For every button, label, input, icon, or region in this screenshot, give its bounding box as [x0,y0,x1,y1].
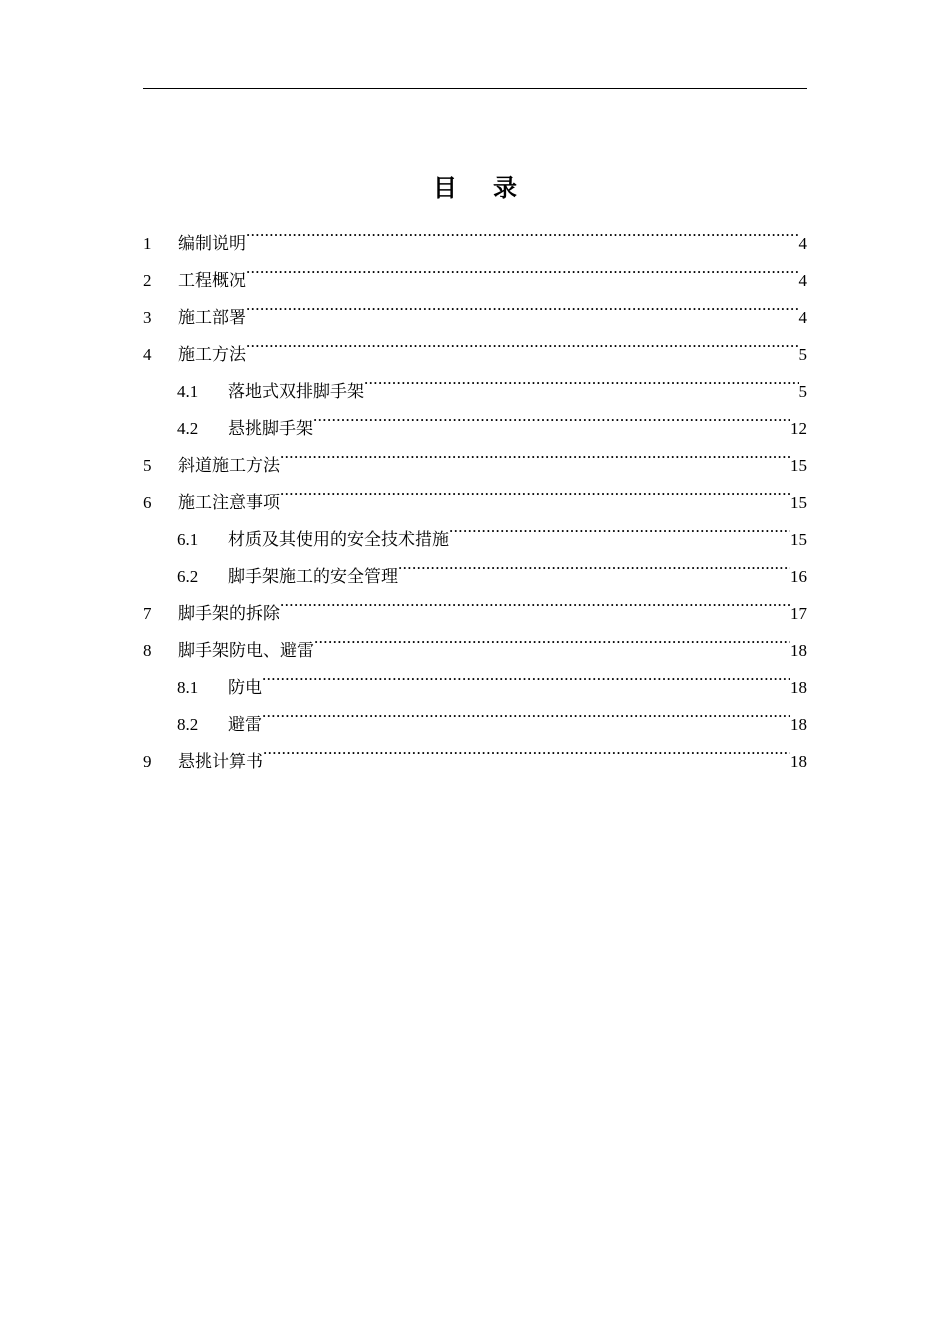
toc-entry-number: 8.1 [177,678,199,697]
toc-entry-label: 悬挑脚手架 [228,419,313,438]
toc-entry-label: 施工方法 [178,345,246,364]
toc-entry-number: 6 [143,493,152,512]
toc-entry-label: 悬挑计算书 [178,752,263,771]
toc-entry-page-number: 18 [790,752,807,771]
toc-entry-number: 8.2 [177,715,199,734]
toc-dot-leader [398,545,790,582]
toc-entry-page-number: 15 [790,530,807,549]
toc-entry-number: 7 [143,604,152,623]
toc-entry-number: 3 [143,308,152,327]
toc-entry-label: 施工注意事项 [178,493,280,512]
toc-entry-number: 8 [143,641,152,660]
toc-entry-number: 5 [143,456,152,475]
toc-entry-label: 防电 [228,678,262,697]
toc-dot-leader [246,249,799,286]
toc-entry-label: 斜道施工方法 [178,456,280,475]
toc-dot-leader [364,360,799,397]
toc-entry-page-number: 4 [798,271,807,290]
toc-dot-leader [262,693,790,730]
toc-list [143,212,807,771]
toc-entry-number: 6.2 [177,567,199,586]
toc-entry-page-number: 17 [790,604,807,623]
toc-entry-page-number: 18 [790,641,807,660]
toc-dot-leader [246,212,799,249]
toc-entry-label: 工程概况 [178,271,246,290]
toc-entry-label: 脚手架的拆除 [178,604,280,623]
toc-entry[interactable] [143,212,807,253]
toc-entry-number: 9 [143,752,152,771]
toc-entry-number: 4 [143,345,152,364]
toc-entry-page-number: 18 [790,678,807,697]
toc-title: 目录 [433,176,553,202]
toc-dot-leader [262,656,790,693]
toc-dot-leader [313,397,790,434]
toc-dot-leader [246,323,799,360]
toc-dot-leader [280,471,790,508]
toc-entry-page-number: 15 [790,456,807,475]
toc-entry-label: 编制说明 [178,234,246,253]
toc-entry-number: 1 [143,234,152,253]
toc-entry-number: 2 [143,271,152,290]
toc-entry-page-number: 18 [790,715,807,734]
toc-entry-page-number: 5 [798,382,807,401]
toc-dot-leader [246,286,799,323]
toc-dot-leader [280,434,790,471]
toc-entry-label: 脚手架施工的安全管理 [228,567,398,586]
toc-entry-page-number: 5 [798,345,807,364]
toc-entry-page-number: 4 [798,234,807,253]
toc-entry-page-number: 12 [790,419,807,438]
toc-entry-label: 材质及其使用的安全技术措施 [228,530,449,549]
toc-entry-page-number: 4 [798,308,807,327]
toc-entry-label: 施工部署 [178,308,246,327]
toc-entry-label: 落地式双排脚手架 [228,382,364,401]
toc-entry-page-number: 15 [790,493,807,512]
toc-dot-leader [280,582,790,619]
toc-dot-leader [449,508,790,545]
header-rule [143,88,807,89]
toc-entry-page-number: 16 [790,567,807,586]
toc-entry-number: 4.1 [177,382,199,401]
toc-entry-label: 脚手架防电、避雷 [178,641,314,660]
toc-entry-label: 避雷 [228,715,262,734]
toc-entry-number: 6.1 [177,530,199,549]
toc-entry-number: 4.2 [177,419,199,438]
toc-dot-leader [314,619,790,656]
toc-dot-leader [263,730,790,767]
